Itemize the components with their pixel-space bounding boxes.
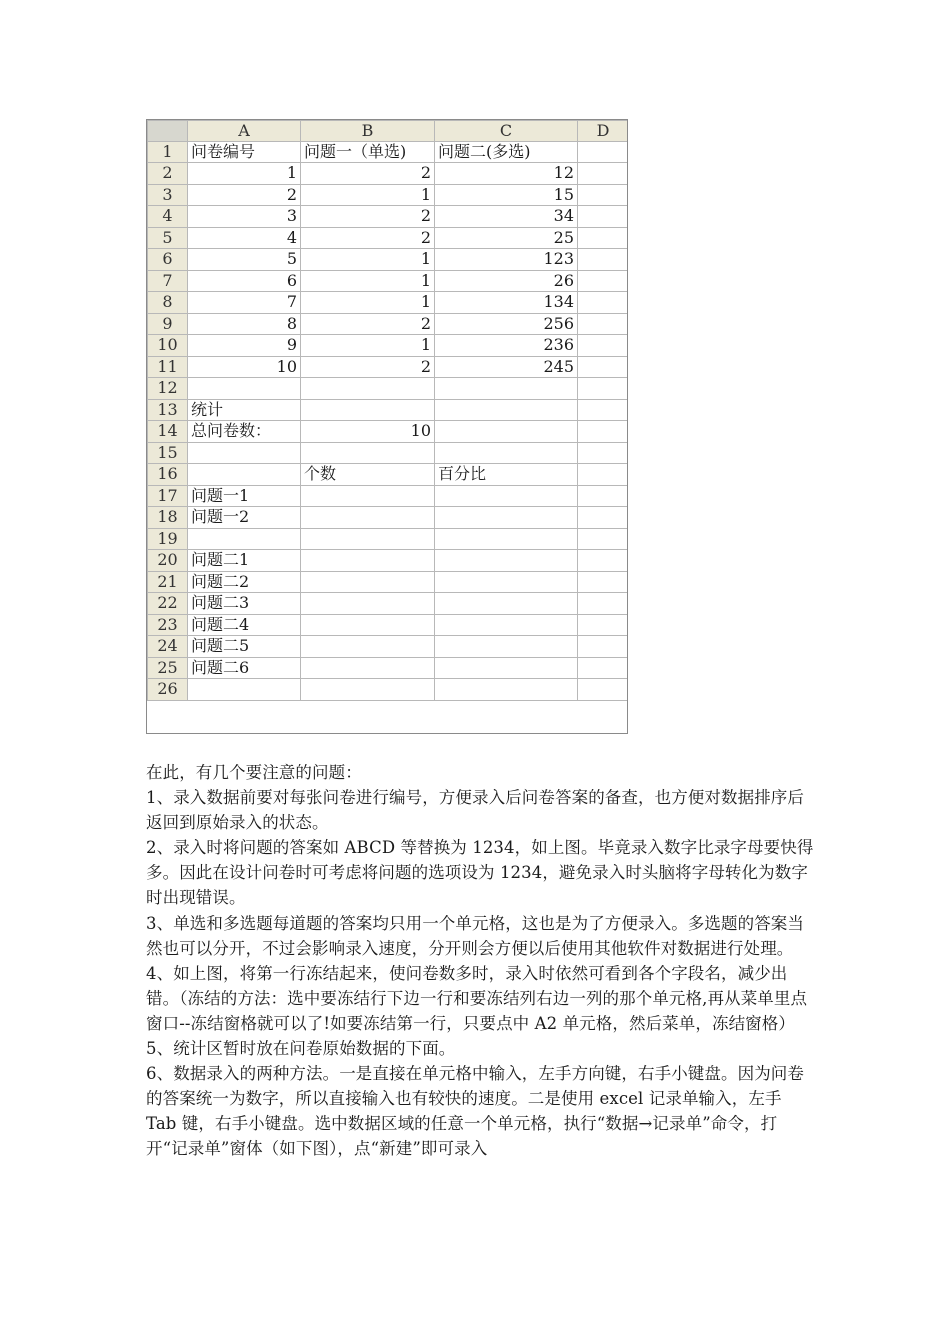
cell-c[interactable] <box>435 399 578 421</box>
cell-d[interactable] <box>578 442 629 464</box>
cell-b[interactable] <box>301 550 435 572</box>
row-header[interactable]: 1 <box>148 142 188 163</box>
cell-d[interactable] <box>578 485 629 507</box>
cell-a[interactable] <box>188 442 301 464</box>
cell-b[interactable] <box>301 399 435 421</box>
cell-b[interactable] <box>301 679 435 701</box>
row-header[interactable]: 14 <box>148 421 188 443</box>
row-header[interactable]: 20 <box>148 550 188 572</box>
cell-b[interactable]: 2 <box>301 356 435 378</box>
column-header-b[interactable]: B <box>301 121 435 142</box>
paragraph: 3、单选和多选题每道题的答案均只用一个单元格，这也是为了方便录入。多选题的答案当然也可以分开，不过会影响录入速度，分开则会方便以后使用其他软件对数据进行处理。 <box>146 913 804 958</box>
cell-b[interactable]: 1 <box>301 270 435 292</box>
cell-c[interactable] <box>435 657 578 679</box>
cell-c[interactable] <box>435 528 578 550</box>
cell-b[interactable]: 1 <box>301 249 435 271</box>
cell-c[interactable] <box>435 550 578 572</box>
cell-b[interactable] <box>301 485 435 507</box>
cell-a[interactable]: 问题二6 <box>188 657 301 679</box>
row-header[interactable]: 4 <box>148 206 188 228</box>
cell-d[interactable] <box>578 614 629 636</box>
cell-a[interactable]: 问题二2 <box>188 571 301 593</box>
cell-b[interactable]: 个数 <box>301 464 435 486</box>
cell-d[interactable] <box>578 657 629 679</box>
row-header[interactable]: 21 <box>148 571 188 593</box>
row-header[interactable]: 8 <box>148 292 188 314</box>
cell-b[interactable] <box>301 636 435 658</box>
cell-c[interactable] <box>435 485 578 507</box>
row-header[interactable]: 5 <box>148 227 188 249</box>
row-header[interactable]: 17 <box>148 485 188 507</box>
cell-b[interactable]: 10 <box>301 421 435 443</box>
cell-c[interactable] <box>435 378 578 400</box>
row-header[interactable]: 3 <box>148 184 188 206</box>
cell-c[interactable]: 123 <box>435 249 578 271</box>
cell-c[interactable]: 问题二(多选) <box>435 142 578 163</box>
table-row <box>148 142 629 163</box>
paragraph: 1、录入数据前要对每张问卷进行编号，方便录入后问卷答案的备查，也方便对数据排序后返回到原始录入的状态。 <box>146 788 804 833</box>
cell-b[interactable]: 2 <box>301 163 435 185</box>
cell-a[interactable]: 问题二1 <box>188 550 301 572</box>
cell-d[interactable] <box>578 421 629 443</box>
table-row <box>148 163 629 185</box>
cell-b[interactable] <box>301 657 435 679</box>
table-row <box>148 442 629 464</box>
cell-c[interactable] <box>435 507 578 529</box>
cell-d[interactable] <box>578 313 629 335</box>
cell-c[interactable]: 25 <box>435 227 578 249</box>
table-row <box>148 528 629 550</box>
row-header[interactable]: 6 <box>148 249 188 271</box>
cell-d[interactable] <box>578 571 629 593</box>
cell-a[interactable] <box>188 679 301 701</box>
cell-c[interactable] <box>435 571 578 593</box>
cell-a[interactable]: 总问卷数： <box>188 421 301 443</box>
cell-a[interactable]: 问题一1 <box>188 485 301 507</box>
cell-b[interactable] <box>301 614 435 636</box>
table-row <box>148 249 629 271</box>
row-header[interactable]: 13 <box>148 399 188 421</box>
row-header[interactable]: 12 <box>148 378 188 400</box>
cell-b[interactable]: 1 <box>301 184 435 206</box>
cell-a[interactable] <box>188 464 301 486</box>
cell-c[interactable] <box>435 593 578 615</box>
cell-d[interactable] <box>578 206 629 228</box>
cell-c[interactable]: 34 <box>435 206 578 228</box>
row-header[interactable]: 2 <box>148 163 188 185</box>
cell-a[interactable]: 4 <box>188 227 301 249</box>
spreadsheet-rows <box>148 142 629 701</box>
select-all-corner[interactable] <box>148 121 188 142</box>
table-row <box>148 421 629 443</box>
cell-d[interactable] <box>578 550 629 572</box>
paragraph: 6、数据录入的两种方法。一是直接在单元格中输入，左手方向键，右手小键盘。因为问卷的答案统一为数字，所以直接输入也有较快的速度。二是使用 excel 记录单输入，左手 Tab 键，右手小键盘。选中数据区域的任意一个单元格，执行“数据→记录单”命令，打开“记录单”窗体（如下图），点“新建”即可录入 <box>146 1064 804 1159</box>
table-row <box>148 679 629 701</box>
row-header[interactable]: 22 <box>148 593 188 615</box>
row-header[interactable]: 9 <box>148 313 188 335</box>
cell-a[interactable]: 6 <box>188 270 301 292</box>
cell-d[interactable] <box>578 184 629 206</box>
cell-a[interactable]: 问题二5 <box>188 636 301 658</box>
table-row <box>148 593 629 615</box>
cell-b[interactable] <box>301 378 435 400</box>
cell-a[interactable] <box>188 378 301 400</box>
table-row <box>148 550 629 572</box>
cell-a[interactable]: 问卷编号 <box>188 142 301 163</box>
article-body <box>146 760 816 1162</box>
spreadsheet-grid <box>147 120 628 701</box>
cell-c[interactable]: 15 <box>435 184 578 206</box>
paragraph: 2、录入时将问题的答案如 ABCD 等替换为 1234，如上图。毕竟录入数字比录字母要快得多。因此在设计问卷时可考虑将问题的选项设为 1234，避免录入时头脑将字母转化为数字时出现错误。 <box>146 838 814 908</box>
table-row <box>148 206 629 228</box>
row-header[interactable]: 26 <box>148 679 188 701</box>
cell-d[interactable] <box>578 270 629 292</box>
cell-c[interactable]: 256 <box>435 313 578 335</box>
row-header[interactable]: 25 <box>148 657 188 679</box>
cell-a[interactable]: 8 <box>188 313 301 335</box>
table-row <box>148 184 629 206</box>
row-header[interactable]: 7 <box>148 270 188 292</box>
row-header[interactable]: 18 <box>148 507 188 529</box>
cell-d[interactable] <box>578 227 629 249</box>
column-header-d[interactable]: D <box>578 121 629 142</box>
row-header[interactable]: 23 <box>148 614 188 636</box>
cell-c[interactable] <box>435 421 578 443</box>
paragraph: 5、统计区暂时放在问卷原始数据的下面。 <box>146 1039 456 1059</box>
table-row <box>148 292 629 314</box>
table-row <box>148 614 629 636</box>
row-header[interactable]: 11 <box>148 356 188 378</box>
cell-a[interactable]: 1 <box>188 163 301 185</box>
table-row <box>148 378 629 400</box>
table-row <box>148 657 629 679</box>
row-header[interactable]: 15 <box>148 442 188 464</box>
cell-a[interactable]: 7 <box>188 292 301 314</box>
cell-a[interactable]: 问题一2 <box>188 507 301 529</box>
cell-d[interactable] <box>578 378 629 400</box>
spreadsheet-screenshot <box>146 119 628 734</box>
cell-d[interactable] <box>578 292 629 314</box>
cell-a[interactable]: 9 <box>188 335 301 357</box>
cell-d[interactable] <box>578 142 629 163</box>
cell-b[interactable] <box>301 571 435 593</box>
cell-c[interactable] <box>435 614 578 636</box>
cell-b[interactable] <box>301 593 435 615</box>
cell-d[interactable] <box>578 507 629 529</box>
cell-d[interactable] <box>578 528 629 550</box>
table-row <box>148 335 629 357</box>
cell-d[interactable] <box>578 356 629 378</box>
table-row <box>148 485 629 507</box>
cell-d[interactable] <box>578 679 629 701</box>
table-row <box>148 399 629 421</box>
cell-b[interactable]: 1 <box>301 335 435 357</box>
cell-b[interactable]: 2 <box>301 227 435 249</box>
cell-c[interactable] <box>435 442 578 464</box>
cell-a[interactable]: 10 <box>188 356 301 378</box>
cell-a[interactable]: 问题二3 <box>188 593 301 615</box>
table-row <box>148 356 629 378</box>
cell-c[interactable] <box>435 636 578 658</box>
table-row <box>148 227 629 249</box>
cell-a[interactable]: 3 <box>188 206 301 228</box>
cell-c[interactable] <box>435 679 578 701</box>
row-header[interactable]: 24 <box>148 636 188 658</box>
cell-d[interactable] <box>578 399 629 421</box>
cell-a[interactable]: 统计 <box>188 399 301 421</box>
cell-c[interactable]: 12 <box>435 163 578 185</box>
cell-d[interactable] <box>578 636 629 658</box>
cell-b[interactable] <box>301 507 435 529</box>
cell-c[interactable]: 134 <box>435 292 578 314</box>
cell-c[interactable]: 245 <box>435 356 578 378</box>
cell-a[interactable] <box>188 528 301 550</box>
cell-b[interactable] <box>301 442 435 464</box>
cell-b[interactable]: 2 <box>301 206 435 228</box>
cell-c[interactable]: 26 <box>435 270 578 292</box>
cell-b[interactable]: 1 <box>301 292 435 314</box>
cell-d[interactable] <box>578 464 629 486</box>
row-header[interactable]: 19 <box>148 528 188 550</box>
cell-a[interactable]: 2 <box>188 184 301 206</box>
cell-d[interactable] <box>578 593 629 615</box>
cell-b[interactable]: 2 <box>301 313 435 335</box>
cell-d[interactable] <box>578 163 629 185</box>
row-header[interactable]: 10 <box>148 335 188 357</box>
table-row <box>148 464 629 486</box>
table-row <box>148 270 629 292</box>
table-row <box>148 571 629 593</box>
table-row <box>148 507 629 529</box>
column-header-c[interactable]: C <box>435 121 578 142</box>
cell-c[interactable]: 百分比 <box>435 464 578 486</box>
paragraph: 在此，有几个要注意的问题： <box>146 763 362 782</box>
cell-b[interactable] <box>301 528 435 550</box>
cell-d[interactable] <box>578 249 629 271</box>
paragraph: 4、如上图，将第一行冻结起来，使问卷数多时，录入时依然可看到各个字段名，减少出错。（冻结的方法：选中要冻结行下边一行和要冻结列右边一列的那个单元格,再从菜单里点窗口--冻结窗格就可以了!如要冻结第一行，只要点中 A2 单元格，然后菜单，冻结窗格） <box>146 963 808 1033</box>
column-header-row <box>148 121 629 142</box>
cell-b[interactable]: 问题一（单选) <box>301 142 435 163</box>
table-row <box>148 636 629 658</box>
cell-a[interactable]: 5 <box>188 249 301 271</box>
column-header-a[interactable]: A <box>188 121 301 142</box>
cell-c[interactable]: 236 <box>435 335 578 357</box>
table-row <box>148 313 629 335</box>
row-header[interactable]: 16 <box>148 464 188 486</box>
cell-a[interactable]: 问题二4 <box>188 614 301 636</box>
cell-d[interactable] <box>578 335 629 357</box>
